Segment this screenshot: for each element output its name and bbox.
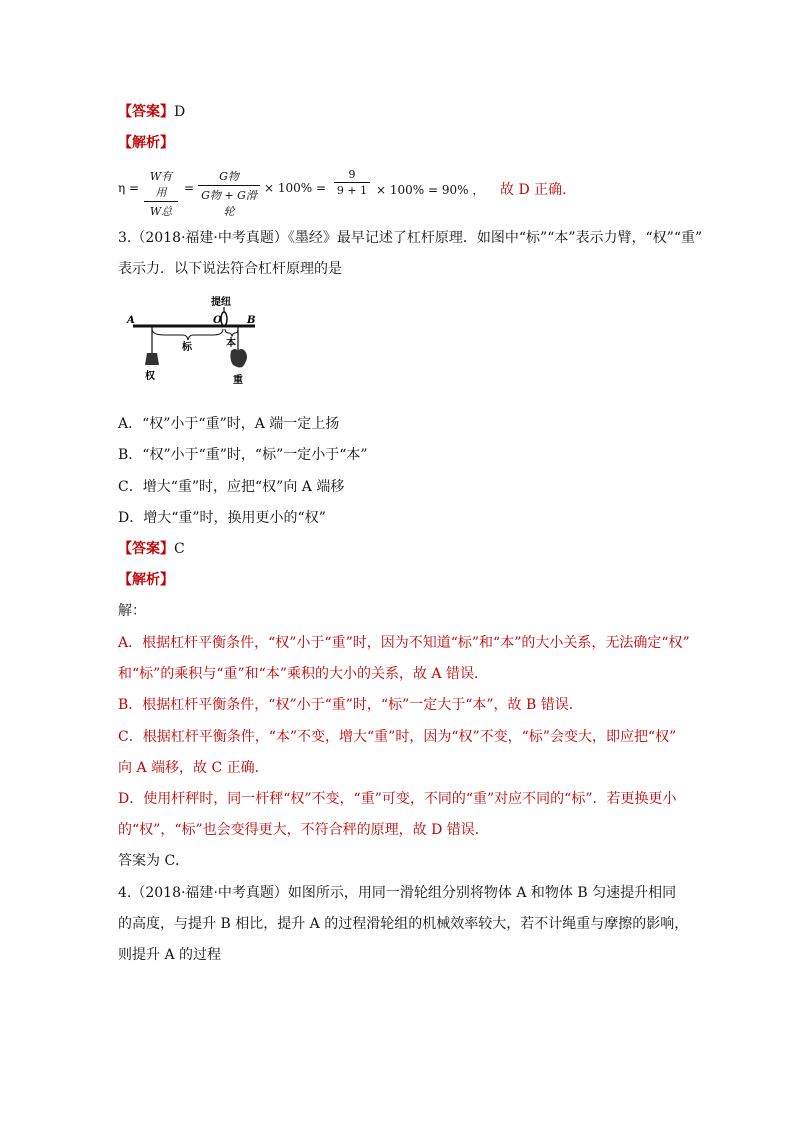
fraction-work-denominator: W总 xyxy=(149,205,173,218)
option-b: B．“权”小于“重”时，“标”一定小于“本” xyxy=(118,447,368,463)
analysis-heading-1 xyxy=(118,133,174,153)
answer-value: D xyxy=(174,104,186,120)
question-4-line-3: 则提升 A 的过程 xyxy=(118,947,222,963)
analysis-heading-2 xyxy=(118,570,174,590)
option-c: C．增大“重”时，应把“权”向 A 端移 xyxy=(118,479,345,495)
answer-tag: 【答案】 xyxy=(118,104,174,120)
answer-line-2 xyxy=(118,539,185,559)
analysis-tag: 【解析】 xyxy=(118,135,174,151)
option-d: D．增大“重”时，换用更小的“权” xyxy=(118,510,326,526)
option-a: A．“权”小于“重”时，A 端一定上扬 xyxy=(118,416,340,432)
fraction-weight xyxy=(198,168,260,219)
label-biao: 标 xyxy=(182,342,192,353)
brace-ben xyxy=(225,329,238,336)
brace-biao xyxy=(152,329,223,340)
counterweight-quan xyxy=(145,353,159,365)
analysis-line-2: 和“标”的乘积与“重”和“本”乘积的大小的关系，故 A 错误． xyxy=(118,666,488,682)
fraction-numbers-denominator: 9 + 1 xyxy=(336,184,368,197)
formula-eta: η = xyxy=(118,181,140,195)
label-zhong: 重 xyxy=(233,375,243,386)
fraction-work-numerator: W有用 xyxy=(149,170,173,199)
fraction-numbers-numerator: 9 xyxy=(348,168,356,181)
formula-times-2: × 100% = 90% ， xyxy=(376,183,485,197)
formula-equals: = xyxy=(184,181,195,195)
efficiency-formula xyxy=(118,168,718,218)
hanger-loop xyxy=(221,312,227,326)
label-ben: 本 xyxy=(226,338,236,349)
fraction-work xyxy=(144,168,178,219)
fraction-weight-denominator: G物 + G滑轮 xyxy=(201,189,257,218)
formula-conclusion: 故 D 正确. xyxy=(500,182,567,198)
question-3-line-1: 3.（2018·福建·中考真题）《墨经》最早记述了杠杆原理．如图中“标”“本”表示力臂，“权”“重” xyxy=(118,230,703,246)
fraction-numbers xyxy=(334,168,370,197)
fraction-weight-numerator: G物 xyxy=(219,170,239,183)
label-o: O xyxy=(213,315,222,326)
label-quan: 权 xyxy=(145,371,155,382)
analysis-line-3: B．根据杠杆平衡条件，“权”小于“重”时，“标”一定大于“本”，故 B 错误． xyxy=(118,697,583,713)
label-a: A xyxy=(127,315,135,326)
answer-line-1 xyxy=(118,102,185,122)
steelyard-figure xyxy=(125,293,275,388)
answer-tag: 【答案】 xyxy=(118,541,174,557)
final-answer: 答案为 C． xyxy=(118,853,190,869)
formula-times-1: × 100% = xyxy=(264,181,327,195)
analysis-jie: 解： xyxy=(118,603,146,619)
analysis-tag: 【解析】 xyxy=(118,572,174,588)
label-b: B xyxy=(247,315,256,326)
analysis-line-5: 向 A 端移，故 C 正确． xyxy=(118,760,269,776)
label-tizu: 提纽 xyxy=(211,297,231,308)
question-4-line-1: 4.（2018·福建·中考真题）如图所示，用同一滑轮组分别将物体 A 和物体 B 匀速提升相同 xyxy=(118,885,677,901)
question-4-line-2: 的高度，与提升 B 相比，提升 A 的过程滑轮组的机械效率较大，若不计绳重与摩擦的影响， xyxy=(118,916,689,932)
analysis-line-7: 的“权”，“标”也会变得更大，不符合秤的原理，故 D 错误． xyxy=(118,822,489,838)
load-zhong xyxy=(230,349,247,368)
question-3-line-2: 表示力．以下说法符合杠杆原理的是 xyxy=(118,261,342,277)
analysis-line-6: D．使用杆秤时，同一杆秤“权”不变，“重”可变，不同的“重”对应不同的“标”．若更换更小 xyxy=(118,791,677,807)
answer-value: C xyxy=(174,541,185,557)
analysis-line-4: C．根据杠杆平衡条件，“本”不变，增大“重”时，因为“权”不变，“标”会变大，即应把“权” xyxy=(118,729,677,745)
analysis-line-1: A．根据杠杆平衡条件，“权”小于“重”时，因为不知道“标”和“本”的大小关系，无法确定“权” xyxy=(118,635,690,651)
